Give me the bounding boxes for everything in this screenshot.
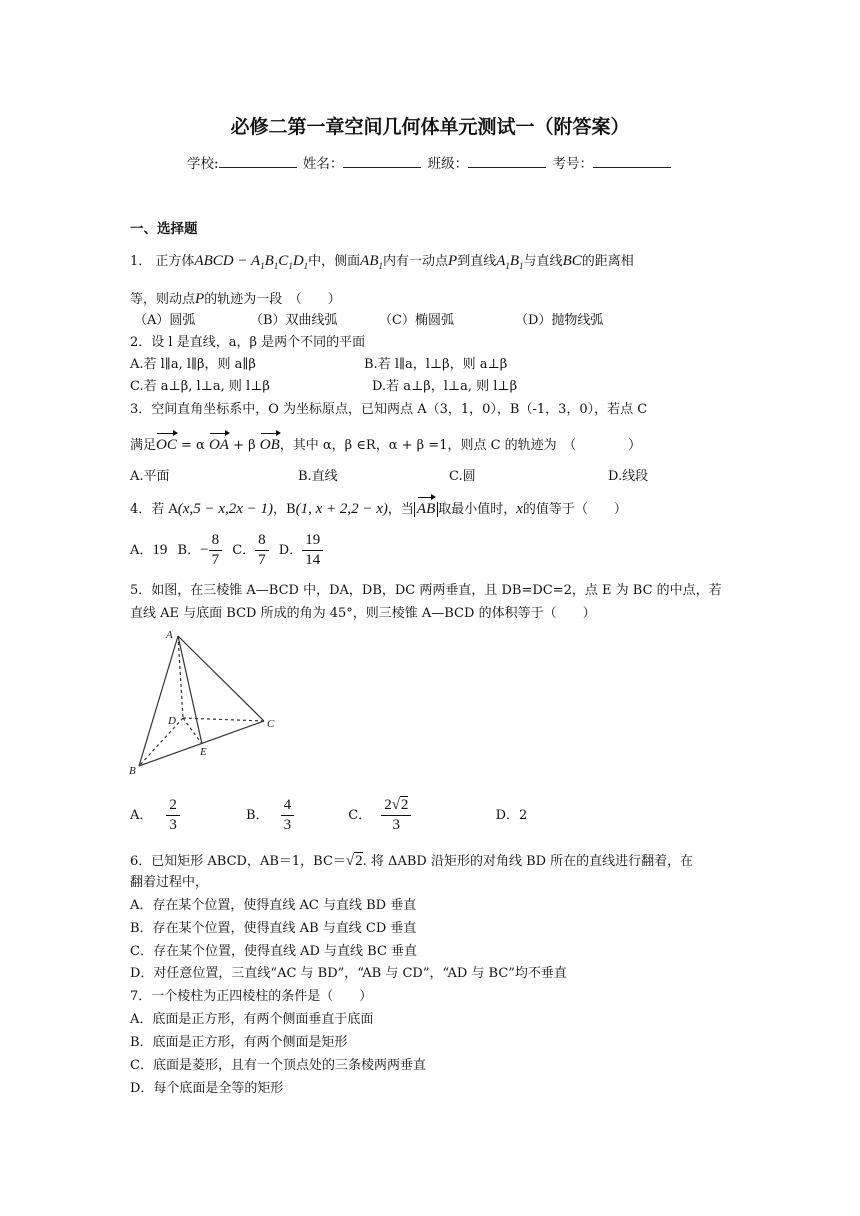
label-e: E — [200, 746, 207, 758]
q1-line2-p: P — [195, 291, 205, 307]
q6-text-a: 6．已知矩形 ABCD，AB＝1，BC＝ — [130, 854, 346, 869]
q6-line1 — [130, 852, 693, 870]
q1-line2-a: 等，则动点 — [130, 292, 196, 307]
q1-cube-d: D — [292, 253, 304, 269]
q4-option-b-den: 7 — [211, 551, 220, 568]
q7-option-a[interactable]: A．底面是正方形，有两个侧面垂直于底面 — [130, 1012, 374, 1027]
q5-option-a-label[interactable]: A． — [130, 807, 153, 823]
q7-option-b[interactable]: B．底面是正方形，有两个侧面是矩形 — [130, 1035, 348, 1050]
q5-option-b-label[interactable]: B． — [246, 807, 269, 823]
q1-face — [360, 253, 383, 269]
label-d: D — [168, 715, 176, 727]
q1-line2 — [130, 290, 341, 308]
q4-option-c-num: 8 — [255, 531, 269, 551]
q5-option-b-den: 3 — [283, 816, 292, 833]
q6-option-b[interactable]: B．存在某个位置，使得直线 AB 与直线 CD 垂直 — [130, 921, 417, 936]
label-a: A — [166, 629, 173, 641]
q1-cube-math — [194, 253, 308, 269]
q4-text-c: ，当 — [387, 502, 414, 517]
q6-option-c[interactable]: C．存在某个位置，使得直线 AD 与直线 BC 垂直 — [130, 944, 418, 959]
q4-vector-ab: AB — [416, 501, 436, 517]
class-blank[interactable] — [468, 155, 546, 168]
q4-options — [130, 531, 323, 570]
q4-point-a-coords: (x,5 − x,2x − 1) — [177, 501, 274, 517]
exam-no-blank[interactable] — [593, 155, 671, 168]
q4-option-a-value: 19 — [152, 541, 168, 558]
q6-line2: 翻着过程中， — [130, 875, 209, 890]
q7-option-d[interactable]: D．每个底面是全等的矩形 — [130, 1081, 284, 1096]
q1-option-b[interactable]: （B）双曲线弧 — [250, 313, 338, 328]
q5-options — [130, 796, 527, 835]
q3-option-d[interactable]: D.线段 — [608, 469, 649, 484]
q1-option-d[interactable]: （D）抛物线弧 — [515, 313, 604, 328]
q4-option-b-num: 8 — [209, 531, 223, 551]
q4-option-b-frac — [209, 531, 223, 570]
q6-option-a[interactable]: A．存在某个位置，使得直线 AC 与直线 BD 垂直 — [130, 898, 417, 913]
page-title: 必修二第一章空间几何体单元测试一（附答案） — [230, 116, 630, 138]
q5-option-a-den: 3 — [169, 816, 177, 833]
q5-option-d[interactable]: D．2 — [495, 807, 528, 823]
q4-option-c-frac — [255, 531, 269, 570]
q2-option-a[interactable]: A.若 l∥a, l∥β，则 a∥β — [130, 357, 256, 372]
q1-sub-b1: 1 — [273, 261, 279, 271]
q4-point-b-coords: (1, x + 2,2 − x) — [295, 501, 388, 517]
q3-option-c[interactable]: C.圆 — [449, 469, 476, 484]
q4-var-x: x — [516, 501, 523, 517]
q1-line1 — [130, 252, 634, 272]
q2-option-c[interactable]: C.若 a⊥β, l⊥a, 则 l⊥β — [130, 379, 270, 394]
q4-ab-magnitude — [414, 502, 438, 517]
edge-ab — [139, 636, 178, 766]
q5-option-c-frac — [381, 796, 411, 835]
q4-text-a: 4．若 A — [130, 502, 178, 517]
q4-text-d: 取最小值时， — [438, 502, 517, 517]
q3-equals-alpha: = α — [176, 438, 209, 453]
q4-option-c-den: 7 — [258, 551, 266, 568]
q1-text-b: 中，侧面 — [308, 254, 361, 269]
q1-line-bc: BC — [562, 253, 582, 269]
q3-vector-oa: OA — [208, 437, 229, 453]
q5-option-c-radicand: 2 — [400, 797, 409, 813]
q3-satisfy-label: 满足 — [130, 438, 157, 453]
q6-text-b: . 将 ΔABD 沿矩形的对角线 BD 所在的直线进行翻着，在 — [362, 854, 694, 869]
q3-condition-text: ，其中 α，β ∈R，α + β =1，则点 C 的轨迹为 （ ） — [279, 438, 642, 453]
q1-sub-d1: 1 — [303, 261, 309, 271]
q5-line2: 直线 AE 与底面 BCD 所成的角为 45°，则三棱锥 A—BCD 的体积等于（ ） — [130, 606, 596, 621]
q6-option-d[interactable]: D．对任意位置，三直线“AC 与 BD”，“AB 与 CD”，“AD 与 BC”均不垂直 — [130, 966, 567, 981]
q4-option-d-frac — [302, 531, 323, 570]
q1-text-f: 的距离相 — [581, 254, 634, 269]
q4-option-d-label[interactable]: D． — [278, 542, 303, 558]
q4-text-b: ，B — [273, 502, 296, 517]
q5-option-c-den: 3 — [392, 816, 401, 833]
q6-sqrt2: √2 — [345, 853, 363, 869]
q1-cube-c: C — [278, 253, 289, 269]
q1-sub-a1: 1 — [260, 261, 265, 271]
q5-option-c-num: 2√2 — [381, 796, 411, 816]
q1-line2-b: 的轨迹为一段 （ ） — [204, 292, 341, 307]
q7-option-c[interactable]: C．底面是菱形，且有一个顶点处的三条棱两两垂直 — [130, 1058, 426, 1073]
name-label: 姓名： — [302, 156, 344, 172]
label-c: C — [267, 718, 275, 730]
q3-stem: 3．空间直角坐标系中，O 为坐标原点，已知两点 A（3，1，0），B（-1，3，0），若点 C — [130, 402, 648, 417]
student-info-line — [0, 155, 860, 172]
class-label: 班级： — [427, 156, 469, 172]
q4-option-d-den: 14 — [305, 551, 321, 568]
name-blank[interactable] — [343, 155, 421, 168]
q4-option-c-label[interactable]: C． — [232, 542, 256, 558]
q4-option-b-neg: − — [200, 541, 209, 558]
q1-point-p: P — [448, 253, 458, 269]
q3-option-a[interactable]: A.平面 — [130, 469, 170, 484]
q3-vector-oc: OC — [156, 437, 177, 453]
q1-text-c: 内有一动点 — [383, 254, 449, 269]
exam-no-label: 考号： — [552, 156, 593, 172]
q1-face-main: AB — [360, 253, 379, 269]
q1-text-a: 正方体 — [155, 254, 195, 269]
q4-stem — [130, 500, 627, 518]
q1-option-a[interactable]: （A）圆弧 — [134, 313, 196, 328]
q1-text-d: 到直线 — [457, 254, 497, 269]
q7-stem: 7．一个棱柱为正四棱柱的条件是（ ） — [130, 989, 373, 1004]
q1-cube-b: B — [264, 253, 274, 269]
q5-line1: 5．如图，在三棱锥 A—BCD 中，DA，DB，DC 两两垂直，且 DB=DC=2，点 E 为 BC 的中点，若 — [130, 583, 722, 598]
section-heading-choice: 一、选择题 — [130, 221, 198, 237]
q5-option-a-num: 2 — [166, 796, 180, 816]
edge-ac — [178, 636, 264, 721]
q3-vector-ob: OB — [259, 437, 280, 453]
q5-tetrahedron-figure — [128, 626, 280, 776]
q4-option-d-num: 19 — [302, 531, 323, 551]
q1-option-c[interactable]: （C）椭圆弧 — [379, 313, 454, 328]
school-label: 学校: — [187, 156, 219, 172]
q4-text-e: 的值等于（ ） — [522, 502, 627, 517]
q4-option-b-label[interactable]: B． — [177, 542, 201, 558]
q3-line2 — [130, 436, 641, 454]
q1-line-b-sub: 1 — [519, 261, 524, 271]
q5-option-b-num: 4 — [281, 796, 295, 816]
q1-sub-c1: 1 — [288, 261, 293, 271]
q3-plus-beta: + β — [228, 438, 260, 453]
q1-line-b: B — [509, 253, 520, 269]
q4-option-a-label[interactable]: A． — [130, 542, 153, 558]
q2-option-b[interactable]: B.若 l∥a，l⊥β，则 a⊥β — [364, 357, 508, 372]
q1-line-a-sub: 1 — [505, 261, 510, 271]
q5-option-a-frac — [166, 796, 180, 835]
label-b: B — [129, 765, 136, 776]
q5-option-c-coef: 2 — [384, 797, 392, 813]
q2-option-d[interactable]: D.若 a⊥β，l⊥a, 则 l⊥β — [372, 379, 518, 394]
q5-option-b-frac — [281, 796, 295, 835]
q1-face-sub: 1 — [378, 261, 383, 271]
q1-line-a1b1 — [496, 253, 523, 269]
q5-option-c-label[interactable]: C． — [348, 807, 372, 823]
school-blank[interactable] — [219, 155, 297, 168]
q2-stem: 2．设 l 是直线，a，β 是两个不同的平面 — [130, 335, 366, 350]
q6-radicand: 2 — [355, 853, 363, 869]
q1-number: 1． — [130, 254, 152, 269]
q1-cube-math-main: ABCD − A — [194, 253, 261, 269]
q1-line-a: A — [496, 253, 506, 269]
edge-dc-dashed — [183, 718, 264, 721]
q1-text-e: 与直线 — [523, 254, 563, 269]
q3-option-b[interactable]: B.直线 — [298, 469, 338, 484]
